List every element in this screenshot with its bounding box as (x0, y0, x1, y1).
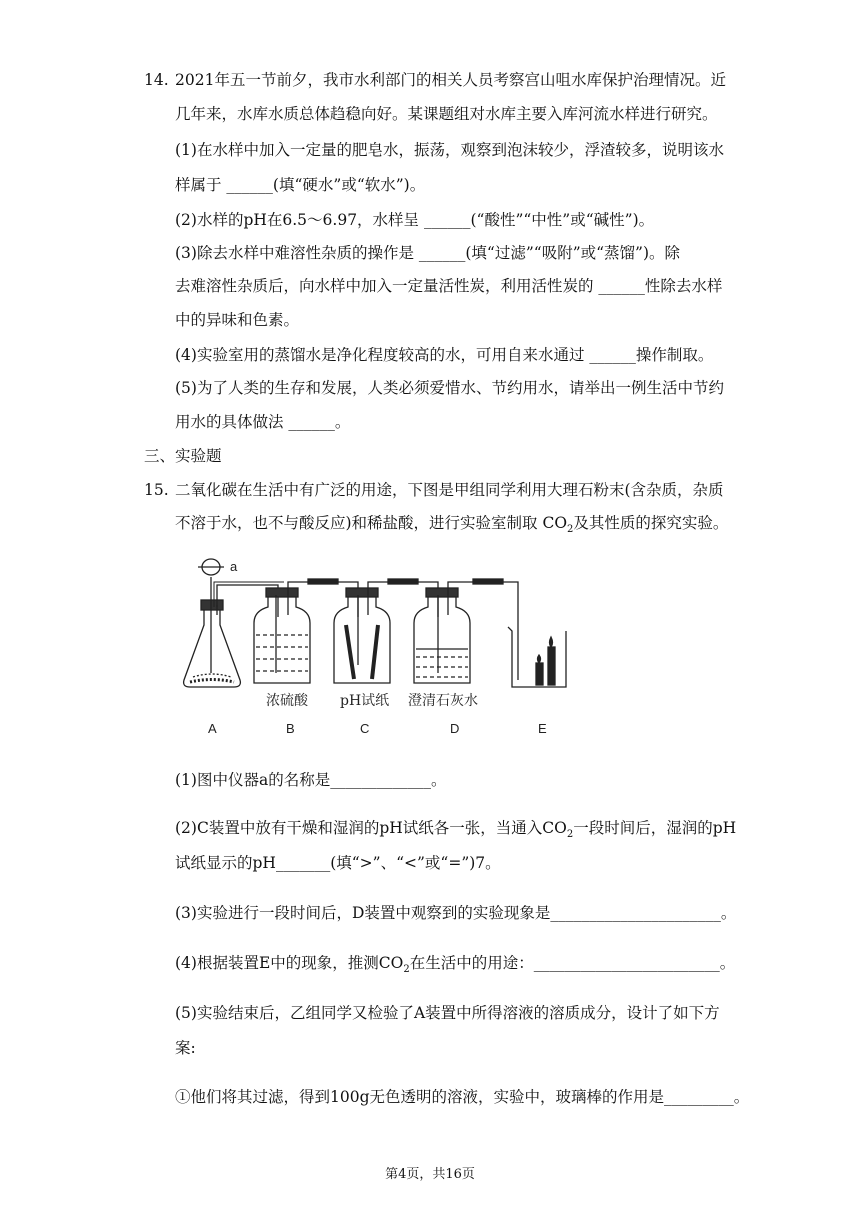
q15-intro-line-1: 二氧化碳在生活中有广泛的用途，下图是甲组同学利用大理石粉末(含杂质，杂质 (175, 481, 724, 499)
q15-intro-line-2-a: 不溶于水，也不与酸反应)和稀盐酸，进行实验室制取 CO (175, 514, 568, 532)
q15-part-2-line-1 (175, 818, 736, 845)
q15-part-4-a: (4)根据装置E中的现象，推测CO (175, 954, 404, 972)
letter-d: D (450, 721, 460, 736)
question-number-14: 14. (144, 71, 169, 89)
q15-part-4-b: 在生活中的用途：________________________。 (409, 954, 736, 972)
label-d-reagent: 澄清石灰水 (408, 693, 478, 709)
section-title: 三、实验题 (144, 447, 222, 465)
q15-part-4 (175, 953, 735, 980)
apparatus-c-bottle (334, 588, 390, 683)
q14-line-9: (4)实验室用的蒸馏水是净化程度较高的水，可用自来水通过 ______操作制取。 (175, 346, 714, 364)
q15-part-5-line-1: (5)实验结束后，乙组同学又检验了A装置中所得溶液的溶质成分，设计了如下方 (175, 1004, 720, 1022)
experiment-apparatus-diagram (168, 555, 588, 745)
q15-part-2-a: (2)C装置中放有干燥和湿润的pH试纸各一张，当通入CO (175, 819, 567, 837)
q14-line-4: 样属于 ______(填“硬水”或“软水”)。 (175, 176, 426, 194)
label-c-reagent: pH试纸 (340, 693, 390, 709)
apparatus-d-bottle (414, 588, 470, 683)
q15-part-2-line-2: 试纸显示的pH_______(填“>”、“<”或“=”)7。 (175, 854, 501, 872)
letter-e: E (538, 721, 547, 736)
apparatus-a-flask (184, 559, 241, 687)
apparatus-e-beaker (508, 627, 566, 687)
apparatus-b-bottle (254, 588, 310, 683)
label-b-reagent: 浓硫酸 (266, 693, 308, 709)
q15-intro-line-2 (175, 513, 728, 540)
subscript-2: 2 (566, 829, 574, 841)
q14-line-8: 中的异味和色素。 (175, 311, 300, 329)
q14-line-1: 2021年五一节前夕，我市水利部门的相关人员考察宫山咀水库保护治理情况。近 (175, 71, 726, 89)
q14-line-5: (2)水样的pH在6.5～6.97，水样呈 ______(“酸性”“中性”或“碱性”)。 (175, 211, 655, 229)
letter-b: B (286, 721, 295, 736)
q15-part-6: ①他们将其过滤，得到100g无色透明的溶液，实验中，玻璃棒的作用是_________。 (175, 1088, 750, 1106)
q14-line-11: 用水的具体做法 ______。 (175, 413, 351, 431)
q15-part-3: (3)实验进行一段时间后，D装置中观察到的实验现象是______________________。 (175, 904, 737, 922)
letter-a: A (208, 721, 217, 736)
subscript-2: 2 (403, 964, 410, 976)
subscript-2: 2 (567, 524, 574, 536)
q15-part-5-line-2: 案: (175, 1039, 196, 1057)
q14-line-3: (1)在水样中加入一定量的肥皂水，振荡，观察到泡沫较少，浮渣较多，说明该水 (175, 141, 724, 159)
q14-line-6: (3)除去水样中难溶性杂质的操作是 ______(填“过滤”“吸附”或“蒸馏”)。除 (175, 244, 681, 262)
q15-part-1: (1)图中仪器a的名称是_____________。 (175, 771, 447, 789)
question-number-15: 15. (144, 481, 169, 499)
q14-line-7: 去难溶性杂质后，向水样中加入一定量活性炭，利用活性炭的 ______性除去水样 (175, 277, 723, 295)
letter-c: C (360, 721, 370, 736)
label-instrument-a: a (230, 559, 238, 574)
page-footer: 第4页，共16页 (385, 1167, 475, 1182)
q14-line-10: (5)为了人类的生存和发展，人类必须爱惜水、节约用水，请举出一例生活中节约 (175, 379, 724, 397)
q15-part-2-b: 一段时间后，湿润的pH (573, 819, 737, 837)
q15-intro-line-2-b: 及其性质的探究实验。 (573, 514, 729, 532)
q14-line-2: 几年来，水库水质总体趋稳向好。某课题组对水库主要入库河流水样进行研究。 (175, 105, 718, 123)
